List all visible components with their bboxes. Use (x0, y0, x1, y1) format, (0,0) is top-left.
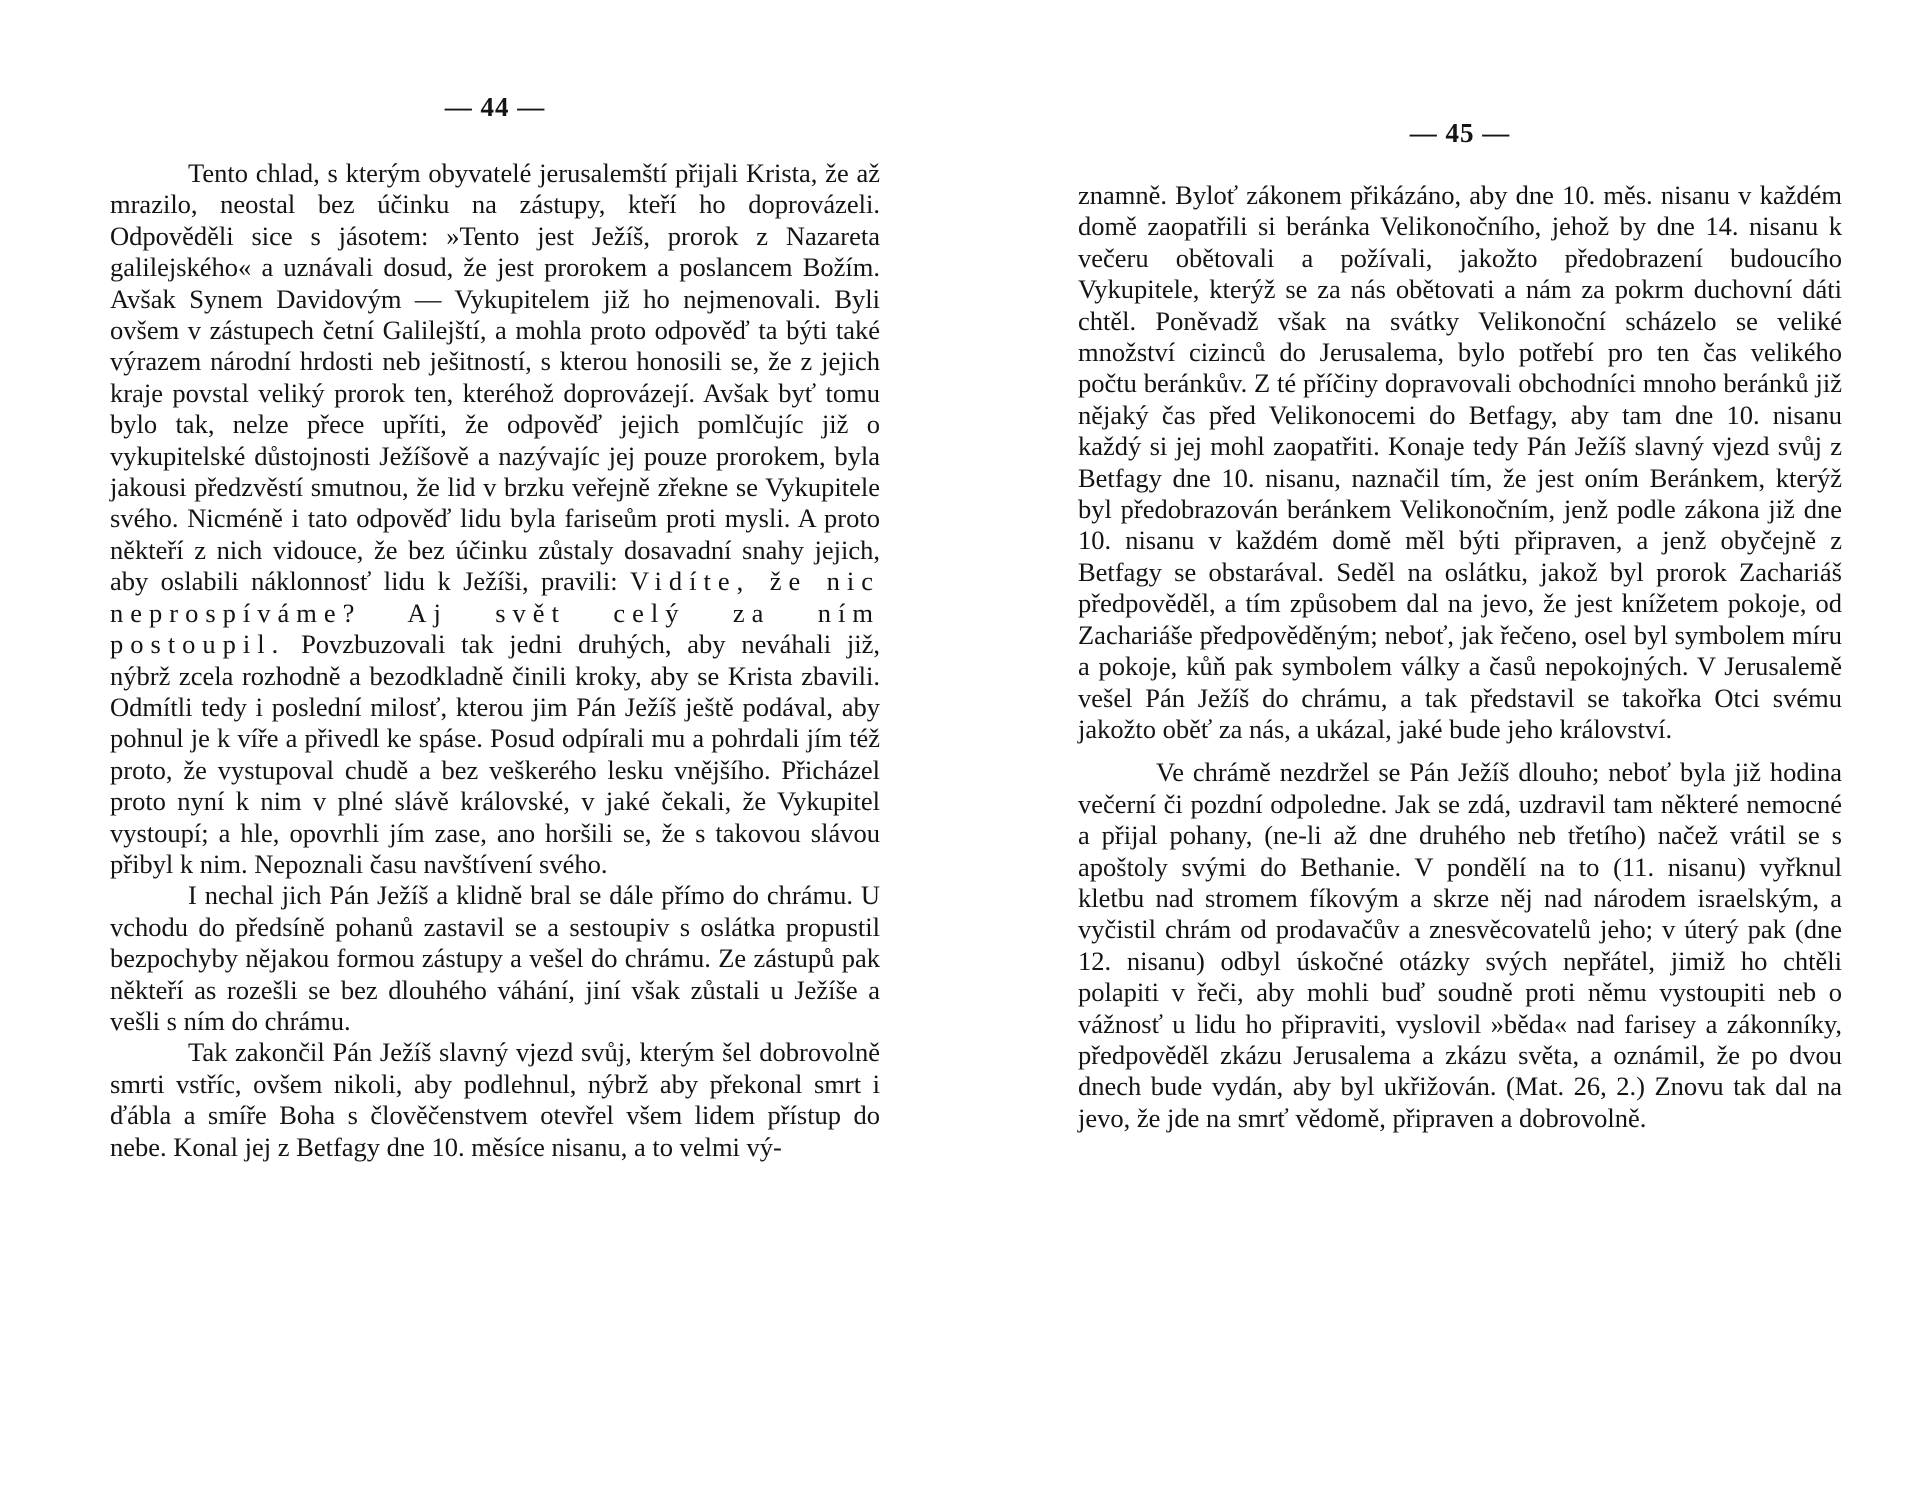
paragraph-continuation (1078, 180, 1842, 745)
text-run: Povzbuzovali tak jedni druhých, aby neváhali již, nýbrž zcela rozhodně a bezodkladně činili kroky, aby se Krista zbavili. Odmítli tedy i poslední milosť, kterou jim Pán Ježíš ještě podával, aby pohnul je k víře a přivedl ke spáse. Posud odpírali mu a pohrdali jím též proto, že vystupoval chudě a bez veškerého lesku vnějšího. Přicházel proto nyní k nim v plné slávě královské, v jaké čekali, že Vykupitel vystoupí; a hle, opovrhli jím zase, ano horšili se, že s takovou slávou přibyl k nim. Nepoznali času navštívení svého. (110, 629, 880, 879)
paragraph (1078, 757, 1842, 1134)
right-page-number: — 45 — (1409, 118, 1511, 148)
spaced-quotation: Vidíte, že nic neprospíváme? Aj svět celý za ním postoupil. (110, 566, 881, 660)
left-page-number: — 44 — (444, 92, 546, 122)
text-run: Ve chrámě nezdržel se Pán Ježíš dlouho; neboť byla již hodina večerní či pozdní odpoledne. Jak se zdá, uzdravil tam některé nemocné a přijal pohany, (ne-li až dne druhého neb třetího) načež vrátil se s apoštoly svými do Bethanie. V pondělí na to (11. nisanu) vyřknul kletbu nad stromem fíkovým a skrze něj nad národem israelským, a vyčistil chrám od prodavačův a znesvěcovatelů jeho; v úterý pak (dne 12. nisanu) odbyl úskočné otázky svých nepřátel, jimiž ho chtěli polapiti v řeči, aby mohli buď soudně proti němu vystoupiti neb o vážnosť u lidu ho připraviti, vyslovil »běda« nad farisey a zákonníky, předpověděl zkázu Jerusalema a zkázu světa, a oznámil, že po dvou dnech bude vydán, aby byl ukřižován. (Mat. 26, 2.) Znovu tak dal na jevo, že jde na smrť vědomě, připraven a dobrovolně. (1078, 757, 1842, 1133)
left-page-text (110, 158, 880, 1163)
right-page-text (1078, 180, 1842, 1134)
paragraph (110, 158, 880, 880)
paragraph (110, 1037, 880, 1163)
text-run: Tak zakončil Pán Ježíš slavný vjezd svůj, kterým šel dobrovolně smrti vstříc, ovšem nikoli, aby podlehnul, nýbrž aby překonal smrt i ďábla a smíře Boha s člověčenstvem otevřel všem lidem přístup do nebe. Konal jej z Betfagy dne 10. měsíce nisanu, a to velmi vý- (110, 1037, 880, 1162)
text-run: I nechal jich Pán Ježíš a klidně bral se dále přímo do chrámu. U vchodu do předsíně pohanů zastavil se a sestoupiv s oslátka propustil bezpochyby nějakou formou zástupy a vešel do chrámu. Ze zástupů pak někteří as rozešli se bez dlouhého váhání, jiní však zůstali u Ježíše a vešli s ním do chrámu. (110, 880, 880, 1036)
text-run: Tento chlad, s kterým obyvatelé jerusalemští přijali Krista, že až mrazilo, neostal bez účinku na zástupy, kteří ho doprovázeli. Odpověděli sice s jásotem: »Tento jest Ježíš, prorok z Nazareta galilejského« a uznávali dosud, že jest prorokem a poslancem Božím. Avšak Synem Davidovým — Vykupitelem již ho nejmenovali. Byli ovšem v zástupech četní Galilejští, a mohla proto odpověď ta býti také výrazem národní hrdosti neb ješitností, s kterou honosili se, že z jejich kraje povstal veliký prorok ten, kteréhož doprovázejí. Avšak byť tomu bylo tak, nelze přece upříti, že odpověď jejich pomlčujíc již o vykupitelské důstojnosti Ježíšově a nazývajíc jej pouze prorokem, byla jakousi předzvěstí smutnou, že lid v brzku veřejně zřekne se Vykupitele svého. Nicméně i tato odpověď lidu byla fariseům proti mysli. A proto někteří z nich vidouce, že bez účinku zůstaly dosavadní snahy jejich, aby oslabili náklonnosť lidu k Ježíši, pravili: (110, 158, 880, 597)
paragraph (110, 880, 880, 1037)
text-run: znamně. Byloť zákonem přikázáno, aby dne 10. měs. nisanu v každém domě zaopatřili si beránka Velikonočního, jehož by dne 14. nisanu k večeru obětovali a požívali, jakožto předobrazení budoucího Vykupitele, kterýž se za nás obětovati a nám za pokrm duchovní dáti chtěl. Poněvadž však na svátky Velikonoční scházelo se veliké množství cizinců do Jerusalema, bylo potřebí pro ten čas velikého počtu beránkův. Z té příčiny dopravovali obchodníci mnoho beránků již nějaký čas před Velikonocemi do Betfagy, aby tam dne 10. nisanu každý si jej mohl zaopatřiti. Konaje tedy Pán Ježíš slavný vjezd svůj z Betfagy dne 10. nisanu, naznačil tím, že jest oním Beránkem, kterýž byl předobrazován beránkem Velikonočním, jenž podle zákona již dne 10. nisanu v každém domě měl býti připraven, a jenž obyčejně z Betfagy se obstarával. Seděl na oslátku, jakož byl prorok Zachariáš předpověděl, a tím způsobem dal na jevo, že jest knížetem pokoje, od Zachariáše předpověděným; neboť, jak řečeno, osel byl symbolem míru a pokoje, kůň pak symbolem války a časů nepokojných. V Jerusalemě vešel Pán Ježíš do chrámu, a tak představil se takořka Otci svému jakožto oběť za nás, a ukázal, jaké bude jeho království. (1078, 180, 1842, 744)
